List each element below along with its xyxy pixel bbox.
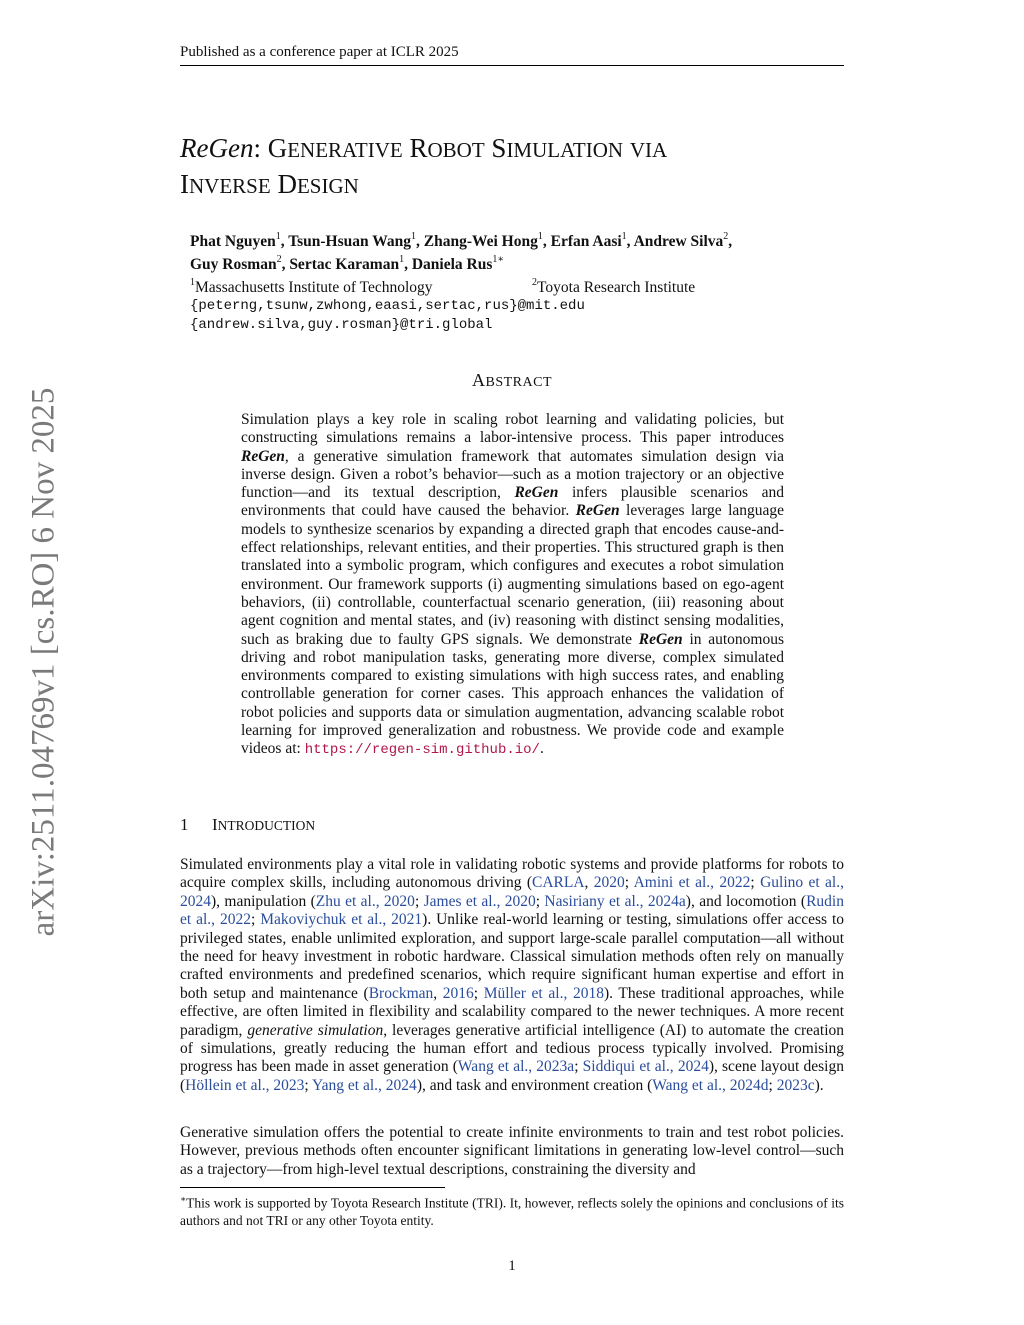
author-sup: 2 [723, 231, 729, 242]
title-line-1 [180, 131, 844, 167]
author-name: Tsun-Hsuan Wang [288, 233, 411, 251]
intro-paragraph-2: Generative simulation offers the potential to create infinite environments to train and test robot policies. However, previous methods often encounter significant limitations in generating low-level control—such as a trajectory—from high-level textual descriptions, constraining the diversity and [180, 1124, 844, 1178]
page-number: 1 [508, 1258, 516, 1274]
author-name: Phat Nguyen [190, 233, 276, 251]
affiliations [190, 274, 850, 297]
citation-link[interactable]: Wang et al., 2024d [652, 1076, 769, 1094]
abstract-body: Simulation plays a key role in scaling robot learning and validating policies, but constructing simulations remains a labor-intensive process. This paper introduces ReGen, a generative simulation framework that automates simulation design via inverse design. Given a robot’s behavior—such as a motion trajectory or an objective function—and its textual description, ReGen infers plausible scenarios and environments that could have caused the behavior. ReGen leverages large language models to synthesize scenarios by expanding a directed graph that encodes cause-and-effect relationships, relevant entities, and their properties. This structured graph is then translated into a symbolic program, which configures and executes a robot simulation environment. Our framework supports (i) augmenting simulations based on ego-agent behaviors, (ii) controllable, counterfactual scenario generation, (iii) reasoning about agent cognition and mental states, and (iv) reasoning with distinct sensing modalities, such as braking due to faulty GPS signals. We demonstrate ReGen in autonomous driving and robot manipulation tasks, generating more diverse, complex simulated environments compared to existing simulations with high success rates, and enabling controllable generation for corner cases. This approach enhances the validation of robot policies and supports data or simulation augmentation, advancing scalable robot learning for improved generalization and robustness. We provide code and example videos at: https://regen-sim.github.io/. [241, 411, 785, 759]
title-word: DESIGN [277, 169, 359, 199]
title-colon: : [253, 133, 261, 163]
citation-link[interactable]: Höllein et al., 2023 [185, 1076, 305, 1094]
author-sup: 1 [621, 231, 627, 242]
affiliation-2: $^2$Toyota Research Institute [532, 277, 696, 297]
title-name: ReGen [180, 133, 254, 163]
author-name: Andrew Silva [633, 233, 724, 251]
citation-link[interactable]: Müller et al., 2018 [483, 984, 604, 1002]
title-line-2 [180, 167, 844, 203]
title-word: ROBOT [409, 133, 485, 163]
author-name: Guy Rosman [190, 256, 277, 274]
citation-link[interactable]: Rudin et al., 2022 [180, 892, 844, 929]
author-name: Zhang-Wei Hong [423, 233, 538, 251]
author-name: Daniela Rus [411, 256, 493, 274]
author-block [190, 228, 850, 335]
emphasis-generative-simulation: generative simulation [247, 1021, 384, 1039]
citation-link[interactable]: Gulino et al., 2024 [180, 874, 844, 910]
arxiv-stamp: arXiv:2511.04769v1 [cs.RO] 6 Nov 2025 [25, 387, 62, 937]
citation-link[interactable]: Zhu et al., 2020 [315, 892, 415, 910]
title-word: INVERSE [180, 169, 271, 199]
author-sup: 1∗ [492, 254, 505, 266]
title-word: SIMULATION [491, 133, 624, 163]
citation-link[interactable]: Yang et al., 2024 [312, 1076, 417, 1094]
author-sup: 2 [276, 254, 282, 266]
author-name: Erfan Aasi [550, 233, 622, 251]
author-line-1: Phat Nguyen$^1$, Tsun-Hsuan Wang$^1$, Zhang-Wei Hong$^1$, Erfan Aasi$^1$, Andrew Silva$^2$, [190, 231, 733, 251]
system-name: ReGen [241, 447, 285, 465]
running-header: Published as a conference paper at ICLR 2025 [180, 44, 459, 60]
title-word: GENERATIVE [267, 133, 403, 163]
citation-link[interactable]: Amini et al., 2022 [633, 874, 751, 892]
system-name: ReGen [575, 502, 620, 520]
citation-link[interactable]: 2020 [593, 874, 625, 892]
header-rule [180, 65, 844, 66]
author-sup: 1 [399, 254, 405, 266]
citation-link[interactable]: Makoviychuk et al., 2021 [260, 911, 423, 929]
system-name: ReGen [638, 630, 683, 648]
footnote: ∗This work is supported by Toyota Research Institute (TRI). It, however, reflects solely the opinions and conclusions of its authors and not TRI or any other Toyota entity. [180, 1194, 844, 1228]
author-sup: 1 [275, 231, 281, 242]
citation-link[interactable]: Nasiriany et al., 2024a [544, 892, 686, 910]
abstract-heading: ABSTRACT [471, 370, 552, 390]
citation-link[interactable]: Wang et al., 2023a [457, 1058, 575, 1076]
author-sup: 1 [537, 231, 543, 242]
footnote-rule [180, 1187, 445, 1188]
paper-title [180, 131, 844, 203]
affiliation-1: $^1$Massachusetts Institute of Technology [190, 277, 433, 297]
title-word: VIA [629, 138, 668, 162]
author-line-2: Guy Rosman$^2$, Sertac Karaman$^1$, Daniela Rus$^{1∗}$ [190, 254, 505, 274]
intro-paragraph-1: Simulated environments play a vital role in validating robotic systems and provide platforms for robots to acquire complex skills, including autonomous driving (CARLA, 2020; Amini et al., 2022; Gulino et al., 2024), manipulation (Zhu et al., 2020; James et al., 2020; Nasiriany et al., 2024a), and locomotion (Rudin et al., 2022; Makoviychuk et al., 2021). Unlike real-world learning or testing, simulations offer access to privileged states, enable unlimited exploration, and support large-scale parallel computation—all without the need for heavy investment in robotic hardware. Classical simulation methods often rely on manually crafted environments and predefined scenarios, which require significant human expertise and effort in both setup and maintenance (Brockman, 2016; Müller et al., 2018). These traditional approaches, while effective, are often limited in flexibility and scalability compared to the newer techniques. A more recent paradigm, generative simulation, leverages generative artificial intelligence (AI) to automate the creation of simulations, greatly reducing the human effort and tedious process typically involved. Promising progress has been made in asset generation (Wang et al., 2023a; Siddiqui et al., 2024), scene layout design (Höllein et al., 2023; Yang et al., 2024), and task and environment creation (Wang et al., 2024d; 2023c). [180, 856, 845, 1094]
citation-link[interactable]: 2023c [776, 1076, 815, 1094]
citation-link[interactable]: CARLA [532, 874, 585, 892]
email-tri: {andrew.silva,guy.rosman}@tri.global [190, 317, 493, 334]
project-url-link[interactable]: https://regen-sim.github.io/ [304, 742, 540, 759]
citation-link[interactable]: 2016 [442, 984, 474, 1002]
author-sup: 1 [410, 231, 416, 242]
email-mit: {peterng,tsunw,zwhong,eaasi,sertac,rus}@mit.edu [190, 298, 585, 315]
author-name: Sertac Karaman [289, 256, 400, 274]
system-name: ReGen [514, 484, 559, 502]
citation-link[interactable]: Siddiqui et al., 2024 [582, 1058, 709, 1076]
citation-link[interactable]: Brockman [368, 984, 434, 1002]
citation-link[interactable]: James et al., 2020 [423, 892, 536, 910]
section-heading-introduction: 1 INTRODUCTION [180, 815, 316, 834]
